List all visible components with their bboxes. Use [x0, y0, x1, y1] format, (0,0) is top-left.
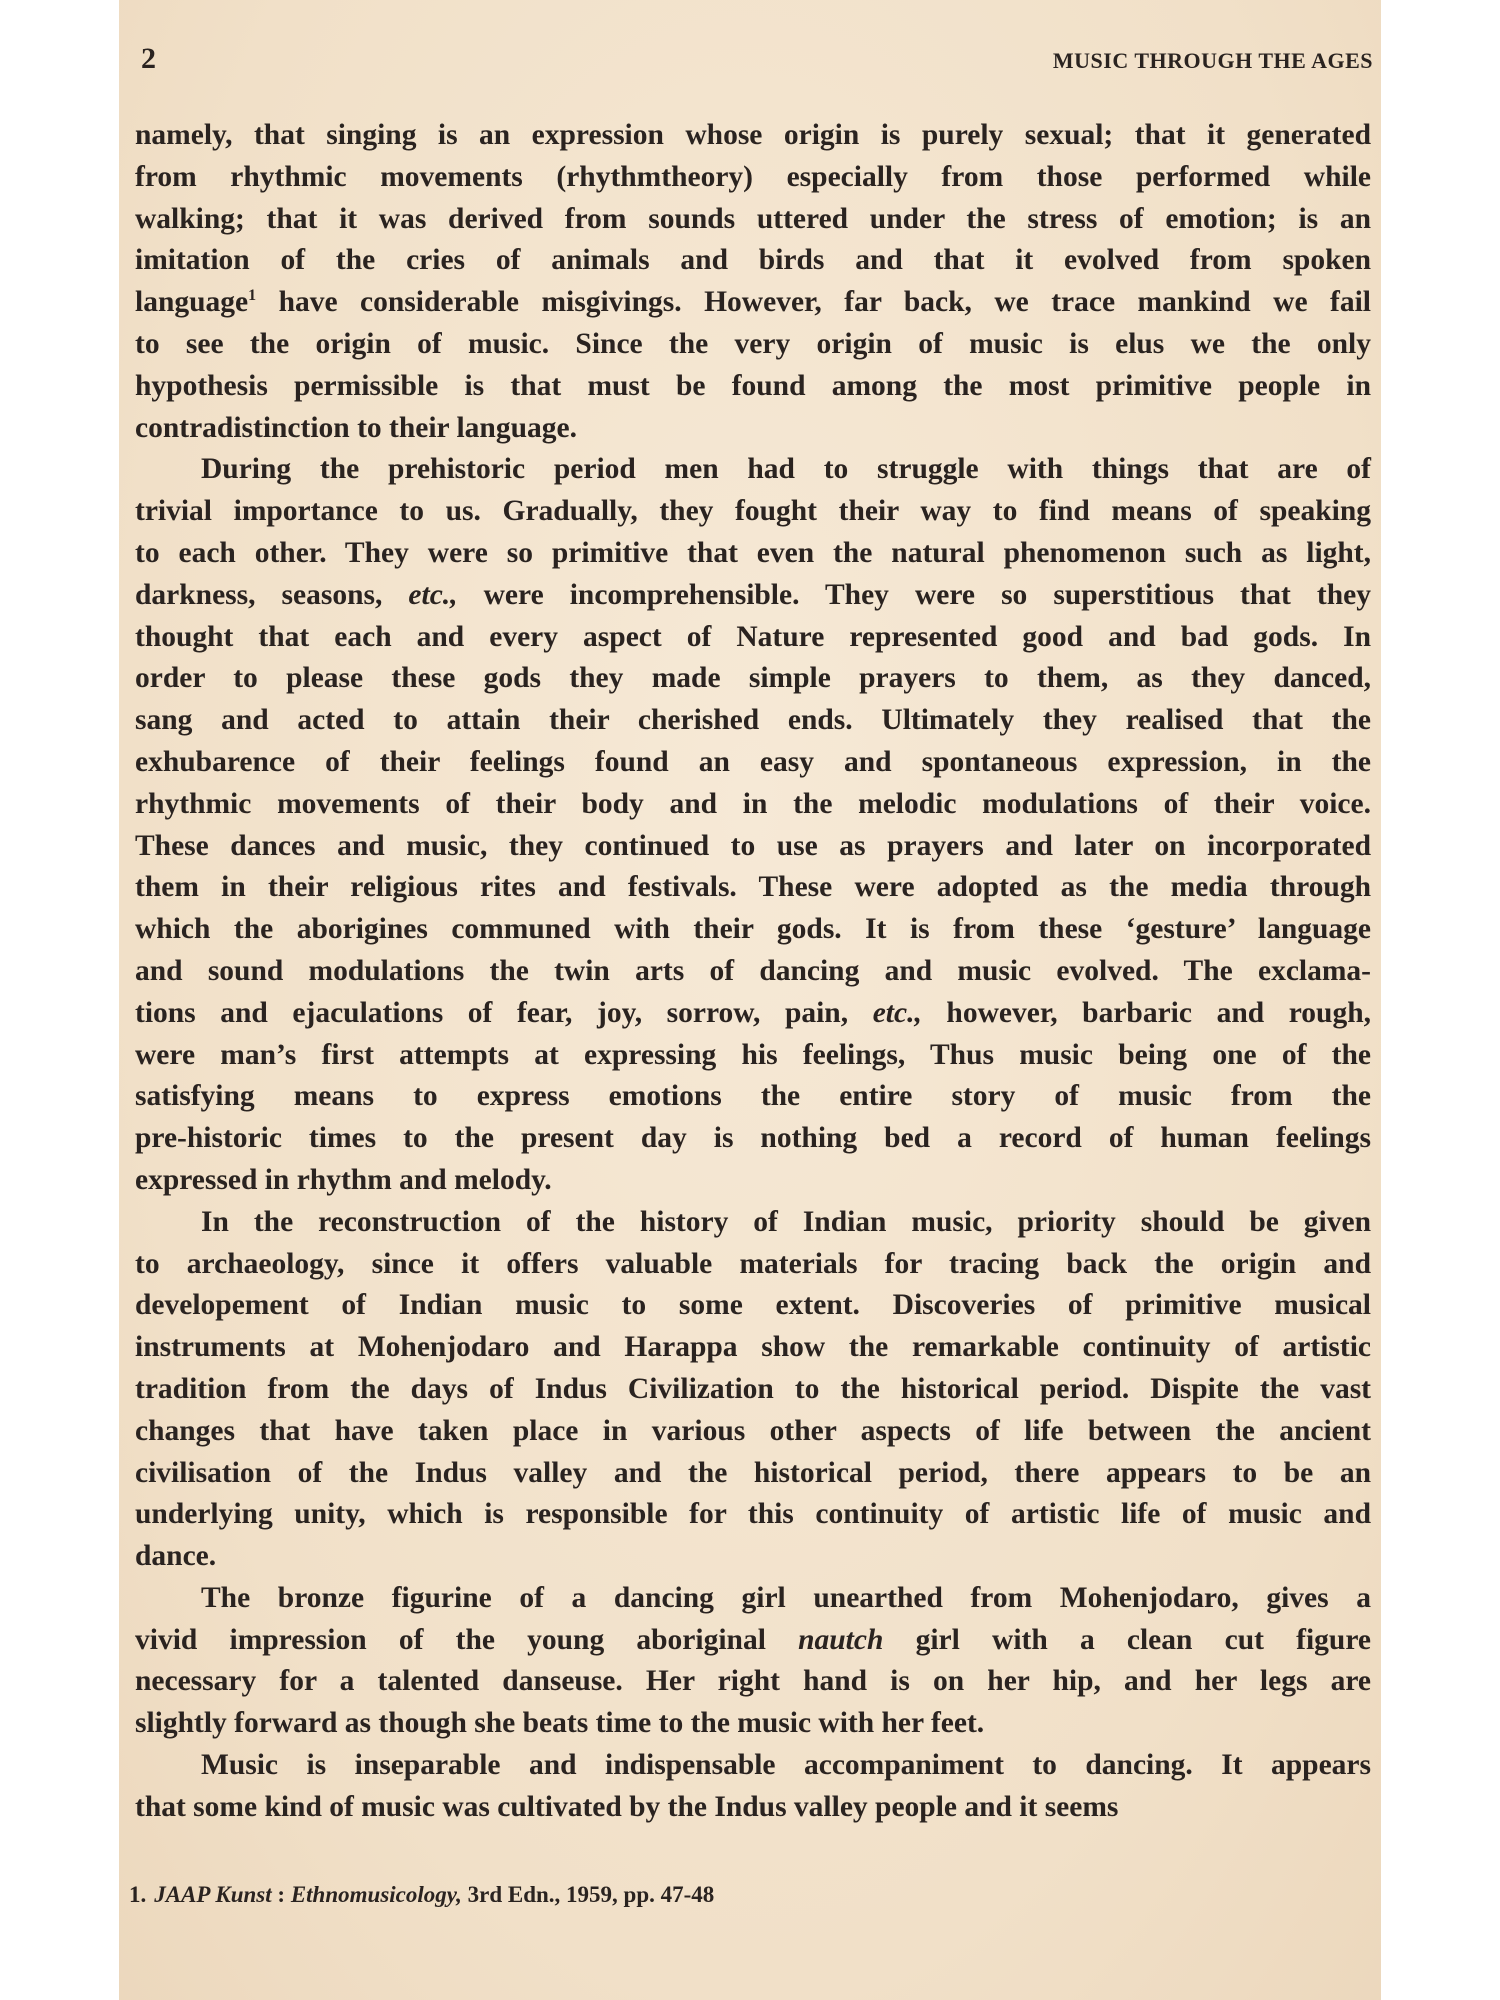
text-line: necessary for a talented danseuse. Her right hand is on her hip, and her legs are: [135, 1665, 1371, 1698]
text-line: The bronze figurine of a dancing girl unearthed from Mohenjodaro, gives a: [201, 1581, 1371, 1614]
text-line: darkness, seasons, etc., were incomprehensible. They were so superstitious that they: [135, 578, 1371, 611]
text-line: order to please these gods they made simple prayers to them, as they danced,: [135, 662, 1371, 695]
footnote-author: JAAP Kunst: [154, 1882, 272, 1907]
paragraph: [135, 115, 1371, 449]
text-line: changes that have taken place in various other aspects of life between the ancient: [135, 1414, 1371, 1447]
text-line: rhythmic movements of their body and in the melodic modulations of their voice.: [135, 787, 1371, 820]
footnote-separator: :: [271, 1882, 291, 1907]
text-line: exhubarence of their feelings found an easy and spontaneous expression, in the: [135, 745, 1371, 778]
text-line: Music is inseparable and indispensable accompaniment to dancing. It appears: [201, 1749, 1371, 1782]
running-head: MUSIC THROUGH THE AGES: [1052, 48, 1373, 73]
text-line: hypothesis permissible is that must be found among the most primitive people in: [135, 369, 1371, 402]
text-line: to see the origin of music. Since the very origin of music is elus we the only: [135, 327, 1371, 360]
text-line: thought that each and every aspect of Nature represented good and bad gods. In: [135, 620, 1371, 653]
text-line: In the reconstruction of the history of Indian music, priority should be given: [201, 1205, 1371, 1238]
text-line: to each other. They were so primitive that even the natural phenomenon such as light,: [135, 536, 1371, 569]
text-line: slightly forward as though she beats time to the music with her feet.: [135, 1707, 985, 1740]
text-line: from rhythmic movements (rhythmtheory) especially from those performed while: [135, 160, 1371, 193]
footnote-rest: 3rd Edn., 1959, pp. 47-48: [461, 1882, 715, 1907]
text-line: vivid impression of the young aboriginal nautch girl with a clean cut figure: [135, 1623, 1371, 1656]
paragraph: [135, 449, 1371, 1201]
text-line: civilisation of the Indus valley and the historical period, there appears to be an: [135, 1456, 1371, 1489]
text-line: pre-historic times to the present day is nothing bed a record of human feelings: [135, 1122, 1371, 1155]
text-line: dance.: [135, 1540, 217, 1573]
book-page: [119, 0, 1381, 2000]
text-line: underlying unity, which is responsible for this continuity of artistic life of music and: [135, 1498, 1371, 1531]
paragraph: [135, 1202, 1371, 1578]
text-line: sang and acted to attain their cherished ends. Ultimately they realised that the: [135, 704, 1371, 737]
text-line: instruments at Mohenjodaro and Harappa show the remarkable continuity of artistic: [135, 1331, 1371, 1364]
text-line: and sound modulations the twin arts of dancing and music evolved. The exclama-: [135, 954, 1371, 987]
text-line: trivial importance to us. Gradually, they fought their way to find means of speaking: [135, 495, 1371, 528]
text-line: walking; that it was derived from sounds uttered under the stress of emotion; is an: [135, 202, 1371, 235]
text-line: tradition from the days of Indus Civilization to the historical period. Dispite the vast: [135, 1372, 1371, 1405]
footnote-number: 1.: [129, 1882, 147, 1907]
text-line: contradistinction to their language.: [135, 411, 577, 444]
text-line: developement of Indian music to some extent. Discoveries of primitive musical: [135, 1289, 1371, 1322]
body-text: [135, 115, 1371, 1829]
page-number: 2: [141, 42, 156, 75]
text-line: namely, that singing is an expression whose origin is purely sexual; that it generated: [135, 119, 1371, 151]
text-line: language$^1$ have considerable misgivings. However, far back, we trace mankind we fail: [135, 286, 1371, 319]
text-line: them in their religious rites and festivals. These were adopted as the media through: [135, 871, 1371, 904]
text-line: expressed in rhythm and melody.: [135, 1163, 552, 1196]
text-line: that some kind of music was cultivated by the Indus valley people and it seems: [135, 1790, 1119, 1823]
footnote-title: Ethnomusicology,: [290, 1882, 462, 1907]
text-line: to archaeology, since it offers valuable materials for tracing back the origin and: [135, 1247, 1371, 1280]
text-line: which the aborigines communed with their gods. It is from these ‘gesture’ language: [135, 913, 1371, 946]
text-line: These dances and music, they continued to use as prayers and later on incorporated: [135, 829, 1371, 862]
text-line: satisfying means to express emotions the entire story of music from the: [135, 1080, 1371, 1113]
page-header: [141, 42, 1373, 82]
text-line: During the prehistoric period men had to struggle with things that are of: [201, 453, 1371, 486]
text-line: were man’s first attempts at expressing his feelings, Thus music being one of the: [135, 1038, 1371, 1071]
paragraph: [135, 1578, 1371, 1745]
text-line: imitation of the cries of animals and birds and that it evolved from spoken: [135, 244, 1371, 277]
footnote: [129, 1882, 714, 1908]
paragraph: [135, 1745, 1371, 1829]
text-line: tions and ejaculations of fear, joy, sorrow, pain, etc., however, barbaric and rough,: [135, 996, 1371, 1029]
